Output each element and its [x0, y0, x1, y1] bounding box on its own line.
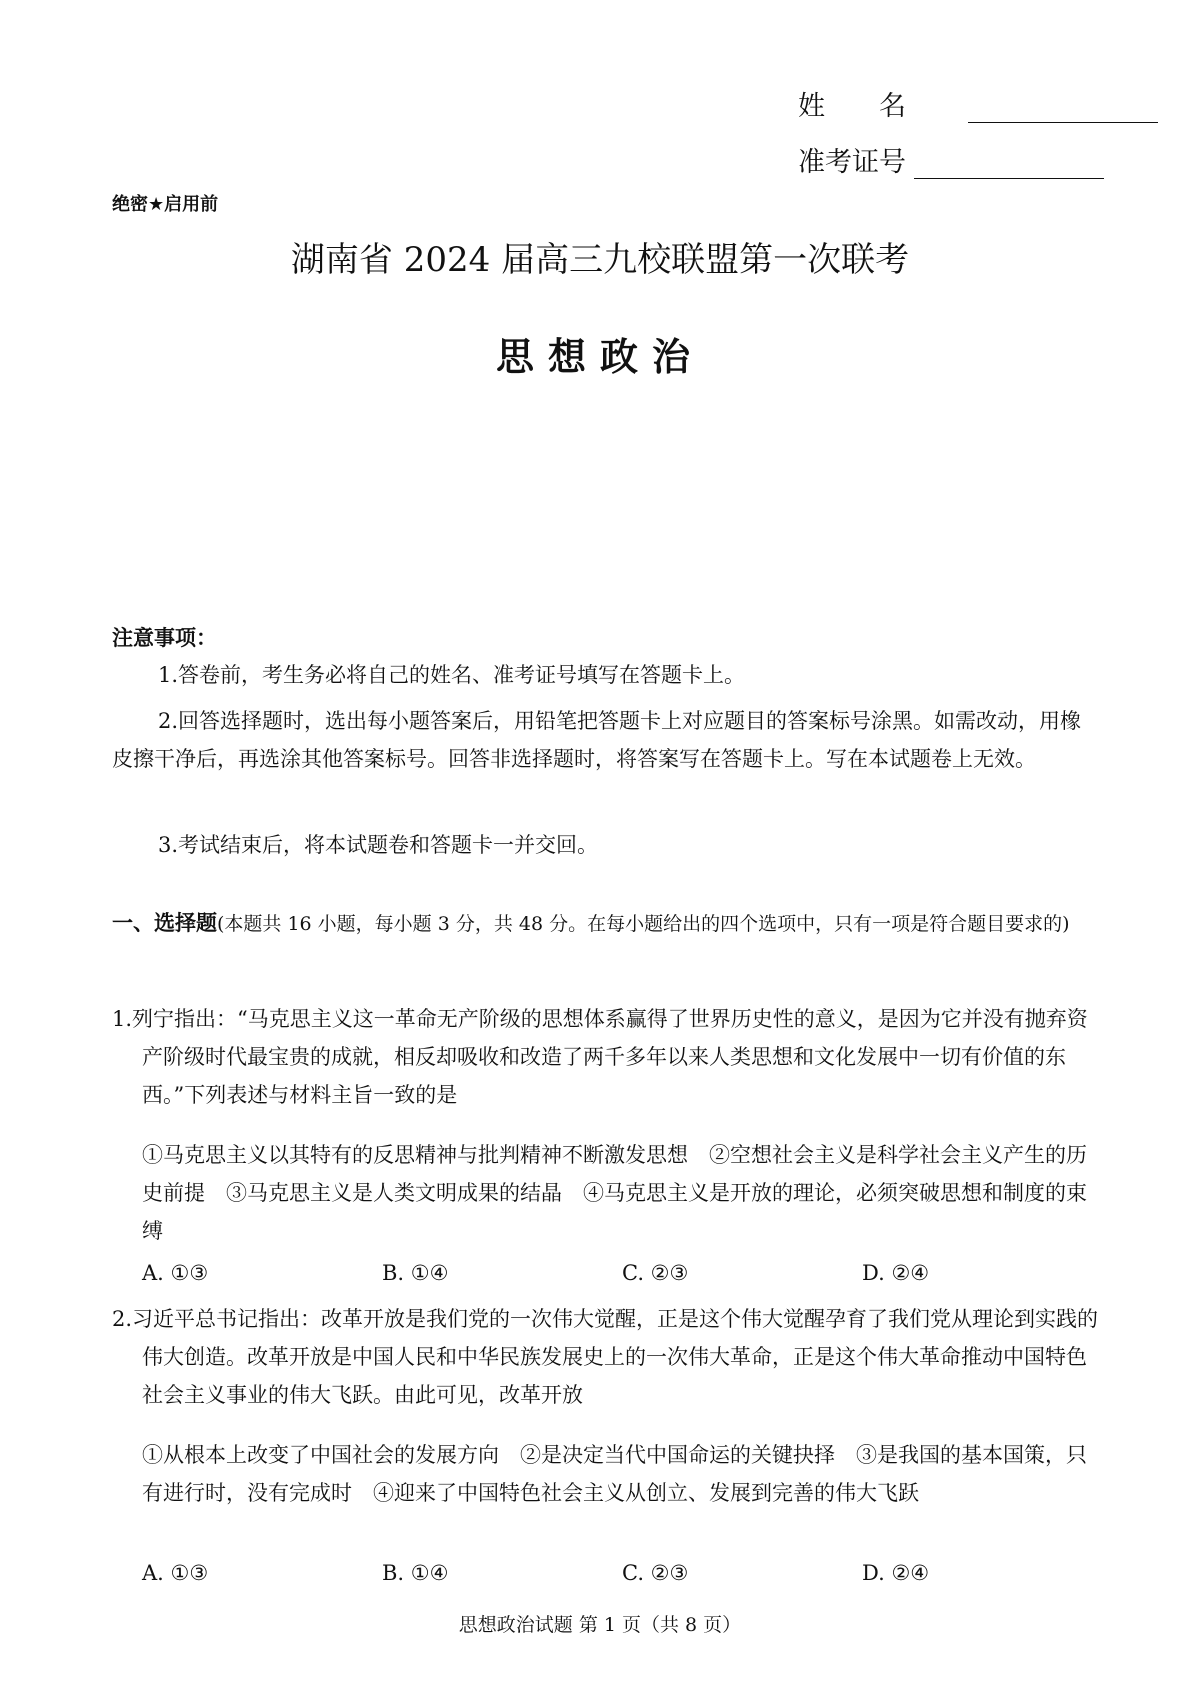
question-2-stem: 2.习近平总书记指出：改革开放是我们党的一次伟大觉醒，正是这个伟大觉醒孕育了我们党从理论到实践的伟大创造。改革开放是中国人民和中华民族发展史上的一次伟大革命，正是这个伟大革命推动中国特色社会主义事业的伟大飞跃。由此可见，改革开放 [112, 1307, 1099, 1407]
choice-c[interactable]: C. ②③ [622, 1261, 689, 1285]
note-item: 2.回答选择题时，选出每小题答案后，用铅笔把答题卡上对应题目的答案标号涂黑。如需改动，用橡皮擦干净后，再选涂其他答案标号。回答非选择题时，将答案写在答题卡上。写在本试题卷上无效。 [112, 709, 1082, 771]
confidential-mark: 绝密★启用前 [112, 194, 219, 215]
subject-title: 思想政治 [495, 335, 704, 379]
choice-a[interactable]: A. ①③ [142, 1561, 209, 1585]
name-field-row [798, 84, 1158, 123]
question-1-stem: 1.列宁指出：“马克思主义这一革命无产阶级的思想体系赢得了世界历史性的意义，是因为它并没有抛弃资产阶级时代最宝贵的成就，相反却吸收和改造了两千多年以来人类思想和文化发展中一切有价值的东西。”下列表述与材料主旨一致的是 [112, 1007, 1088, 1107]
name-blank[interactable] [968, 92, 1158, 123]
choice-d[interactable]: D. ②④ [862, 1561, 930, 1585]
exam-title: 湖南省 2024 届高三九校联盟第一次联考 [290, 240, 910, 280]
choice-b[interactable]: B. ①④ [382, 1261, 449, 1285]
exam-number-field-row [798, 140, 1104, 179]
question-1-choices [142, 1254, 1107, 1292]
section-title: 一、选择题 [112, 911, 217, 935]
page-footer: 思想政治试题 第 1 页（共 8 页） [458, 1614, 742, 1636]
name-label: 姓名 [798, 91, 960, 122]
choice-c[interactable]: C. ②③ [622, 1561, 689, 1585]
section-description: (本题共 16 小题，每小题 3 分，共 48 分。在每小题给出的四个选项中，只有一项是符合题目要求的) [217, 913, 1070, 935]
exam-number-label: 准考证号 [798, 147, 906, 178]
question-2-statements: ①从根本上改变了中国社会的发展方向 ②是决定当代中国命运的关键抉择 ③是我国的基本国策，只有进行时，没有完成时 ④迎来了中国特色社会主义从创立、发展到完善的伟大飞跃 [142, 1443, 1087, 1505]
question-1-statements: ①马克思主义以其特有的反思精神与批判精神不断激发思想 ②空想社会主义是科学社会主义产生的历史前提 ③马克思主义是人类文明成果的结晶 ④马克思主义是开放的理论，必须突破思想和制度的束缚 [142, 1143, 1087, 1243]
choice-a[interactable]: A. ①③ [142, 1261, 209, 1285]
exam-number-blank[interactable] [914, 148, 1104, 179]
notes-heading: 注意事项： [112, 626, 217, 650]
choice-b[interactable]: B. ①④ [382, 1561, 449, 1585]
question-2-choices [142, 1554, 1107, 1592]
note-item: 3.考试结束后，将本试题卷和答题卡一并交回。 [158, 833, 599, 857]
note-item: 1.答卷前，考生务必将自己的姓名、准考证号填写在答题卡上。 [158, 663, 746, 687]
choice-d[interactable]: D. ②④ [862, 1261, 930, 1285]
section-heading [112, 904, 1107, 943]
